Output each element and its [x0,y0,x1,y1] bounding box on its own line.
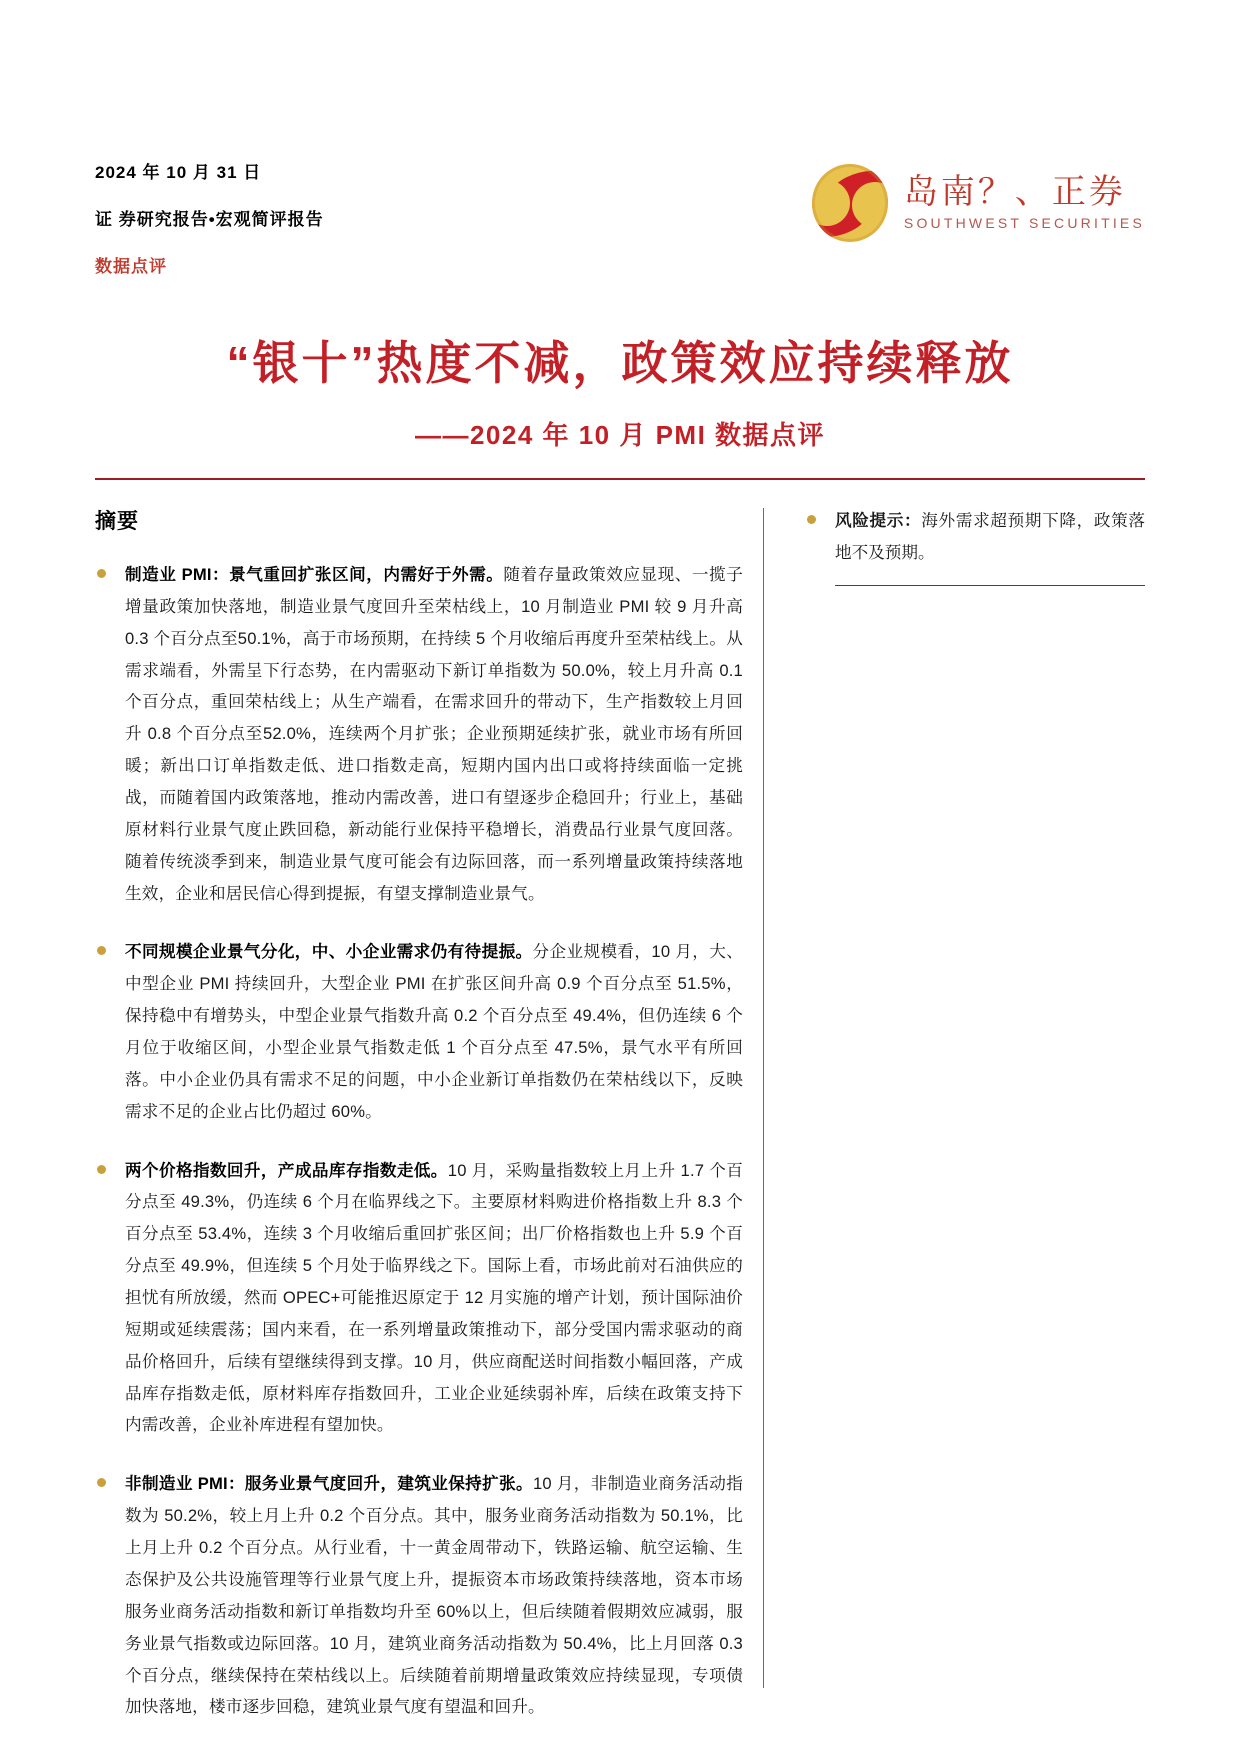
bullet-dot-icon [97,1478,106,1487]
logo-text-block [904,175,1145,231]
risk-lead: 风险提示： [835,511,922,530]
bullet-lead: 不同规模企业景气分化，中、小企业需求仍有待提振。 [125,942,533,962]
page-subtitle: ——2024 年 10 月 PMI 数据点评 [414,419,826,450]
bullet-body: 随着存量政策效应显现、一揽子增量政策加快落地，制造业景气度回升至荣枯线上，10 月制造业 PMI 较 9 月升高 0.3 个百分点至50.1%，高于市场预期，在持续 5 个月收缩后再度升至荣枯线上。从需求端看，外需呈下行态势，在内需驱动下新订单指数为 50.0%，较上月升高 0.1 个百分点，重回荣枯线上；从生产端看，在需求回升的带动下，生产指数较上月回升 0.8 个百分点至52.0%，连续两个月扩张；企业预期延续扩张，就业市场有所回暖；新出口订单指数走低、进口指数走高，短期内国内出口或将持续面临一定挑战，而随着国内政策落地，推动内需改善，进口有望逐步企稳回升；行业上，基础原材料行业景气度止跌回稳，新动能行业保持平稳增长，消费品行业景气度回落。随着传统淡季到来，制造业景气度可能会有边际回落，而一系列增量政策持续落地生效，企业和居民信心得到提振，有望支撑制造业景气。 [125,565,743,903]
abstract-heading: 摘要 [95,510,139,533]
list-item [95,936,743,1127]
page-title: “银十”热度不减，政策效应持续释放 [226,337,1014,389]
report-date: 2024 年 10 月 31 日 [95,163,262,182]
bullet-paragraph [125,559,743,909]
bullet-paragraph [125,1155,743,1442]
risk-column [807,505,1145,586]
bullet-lead: 制造业 PMI：景气重回扩张区间，内需好于外需。 [125,565,504,584]
bullet-lead: 非制造业 PMI：服务业景气度回升，建筑业保持扩张。 [125,1474,533,1494]
column-divider [763,508,764,1688]
bullet-lead: 两个价格指数回升，产成品库存指数走低。 [125,1160,448,1180]
page-header [95,158,1145,278]
header-left-block [95,158,324,277]
title-divider [95,478,1145,480]
bullet-body: 10 月，采购量指数较上月上升 1.7 个百分点至 49.3%，仍连续 6 个月在临界线之下。主要原材料购进价格指数上升 8.3 个百分点至 53.4%，连续 3 个月收缩后重回扩张区间；出厂价格指数也上升 5.9 个百分点至 49.9%，但连续 5 个月处于临界线之下。国际上看，市场此前对石油供应的担忧有所放缓，然而 OPEC+可能推迟原定于 12 月实施的增产计划，预计国际油价短期或延续震荡；国内来看，在一系列增量政策推动下，部分受国内需求驱动的商品价格回升，后续有望继续得到支撑。10 月，供应商配送时间指数小幅回落，产成品库存指数走低，原材料库存指数回升，工业企业延续弱补库，后续在政策支持下内需改善，企业补库进程有望加快。 [125,1160,743,1435]
bullet-dot-icon [97,1165,106,1174]
bullet-body: 分企业规模看，10 月，大、中型企业 PMI 持续回升，大型企业 PMI 在扩张区间升高 0.9 个百分点至 51.5%，保持稳中有增势头，中型企业景气指数升高 0.2 个百分点至 49.4%，但仍连续 6 个月位于收缩区间，小型企业景气指数走低 1 个百分点至 47.5%，景气水平有所回落。中小企业仍具有需求不足的问题，中小企业新订单指数仍在荣枯线以下，反映需求不足的企业占比仍超过 60%。 [125,942,743,1121]
report-tag: 数据点评 [95,257,167,276]
company-logo [812,164,1145,242]
logo-chinese-name: 岛南？、正券 [903,173,1126,211]
bullet-dot-icon [807,515,816,524]
risk-divider [835,585,1145,586]
bullet-body: 10 月，非制造业商务活动指数为 50.2%，较上月上升 0.2 个百分点。其中，服务业商务活动指数为 50.1%，比上月上升 0.2 个百分点。从行业看，十一黄金周带动下，铁路运输、航空运输、生态保护及公共设施管理等行业景气度上升，提振资本市场政策持续落地，资本市场服务业商务活动指数和新订单指数均升至 60%以上，但后续随着假期效应减弱，服务业景气指数或边际回落。10 月，建筑业商务活动指数为 50.4%，比上月回落 0.3 个百分点，继续保持在荣枯线以上。后续随着前期增量政策效应持续显现，专项债加快落地，楼市逐步回稳，建筑业景气度有望温和回升。 [125,1474,743,1717]
logo-english-name: SOUTHWEST SECURITIES [903,215,1145,231]
bullet-dot-icon [97,946,106,955]
southwest-securities-sphere-icon [812,164,888,242]
risk-paragraph [835,505,1145,569]
bullet-paragraph [125,1468,743,1723]
report-category: 证 券研究报告•宏观简评报告 [95,210,324,229]
body-columns [95,505,1145,1754]
list-item [95,1155,743,1442]
risk-body: 海外需求超预期下降，政策落地不及预期。 [835,511,1146,562]
risk-notice [807,505,1145,569]
bullet-paragraph [125,936,743,1127]
title-area [95,335,1145,452]
list-item [95,559,743,909]
abstract-column [95,505,743,1750]
bullet-dot-icon [97,569,106,578]
list-item [95,1468,743,1723]
